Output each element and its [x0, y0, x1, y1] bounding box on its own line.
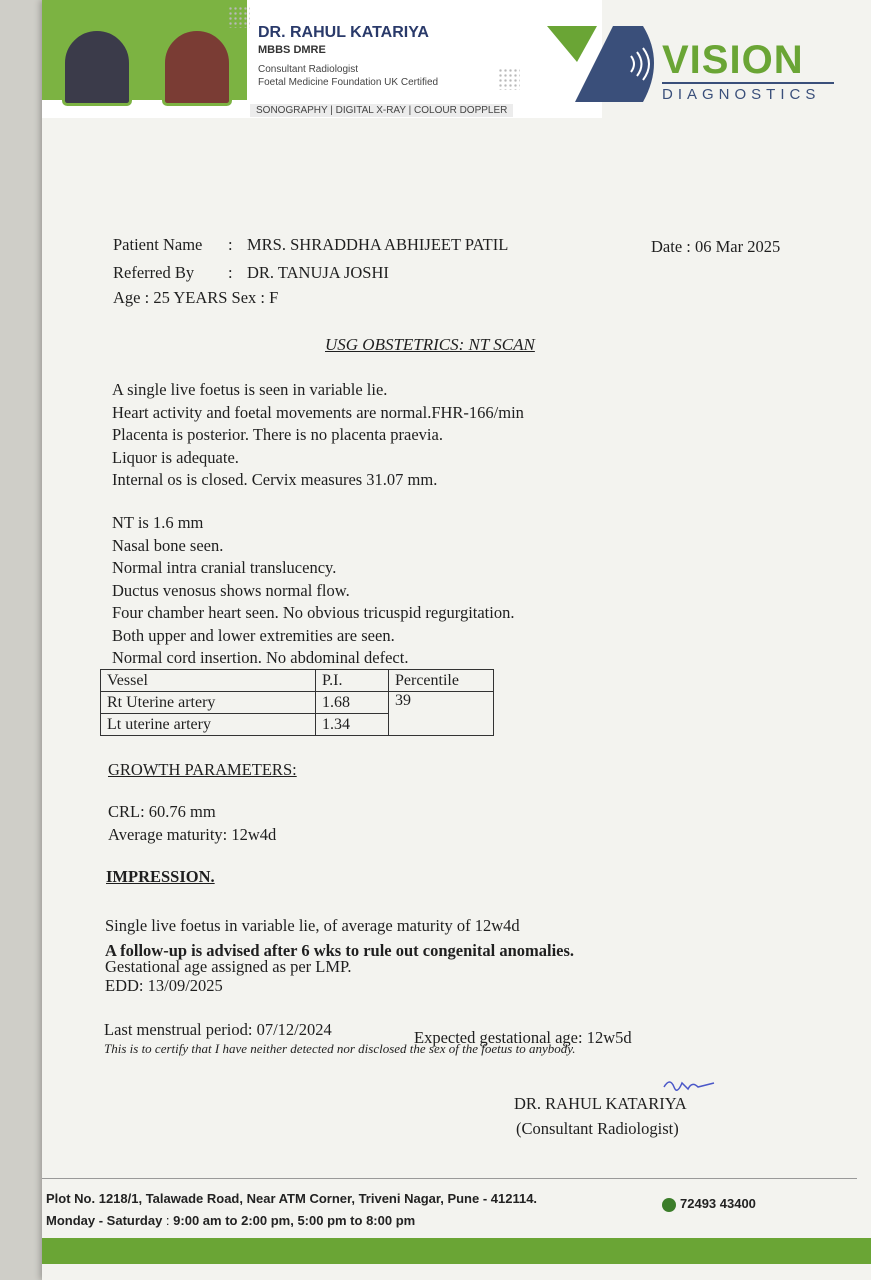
patient-name-label: Patient Name — [113, 235, 203, 254]
table-cell: 1.68 — [316, 692, 389, 714]
finding-line: Normal intra cranial translucency. — [112, 558, 337, 577]
growth-heading: GROWTH PARAMETERS: — [108, 760, 297, 779]
decor-dots — [228, 6, 250, 28]
footer-hours — [46, 1213, 415, 1228]
footer-phone-number: 72493 43400 — [680, 1196, 756, 1211]
age-sex: Age : 25 YEARS Sex : F — [113, 288, 279, 307]
foetus-image — [162, 28, 232, 106]
edd-line: EDD: 13/09/2025 — [105, 976, 223, 995]
lmp-line: Last menstrual period: 07/12/2024 — [104, 1020, 332, 1039]
finding-line: Heart activity and foetal movements are normal.FHR-166/min — [112, 402, 524, 422]
nt-label: NT is — [112, 513, 149, 532]
signatory-title: (Consultant Radiologist) — [516, 1119, 679, 1138]
nt-value: 1.6 mm — [152, 513, 204, 532]
finding-line: Liquor is adequate. — [112, 447, 239, 467]
patient-name-colon: : — [228, 235, 233, 254]
finding-line: Both upper and lower extremities are seen. — [112, 625, 395, 645]
table-header-row — [101, 670, 494, 692]
header-qualification — [258, 63, 438, 89]
findings-nt — [112, 512, 514, 670]
footer-days: Monday - Saturday — [46, 1213, 163, 1228]
phone-icon — [662, 1198, 676, 1212]
header-degree: MBBS DMRE — [258, 44, 326, 56]
report-title: USG OBSTETRICS: NT SCAN — [325, 335, 535, 354]
table-cell: 39 — [389, 692, 494, 736]
certification-statement: This is to certify that I have neither detected nor disclosed the sex of the foetus to anybody. — [104, 1041, 576, 1056]
vision-logo-mark — [547, 22, 667, 106]
finding-line: Placenta is posterior. There is no placenta praevia. — [112, 425, 443, 444]
footer-hours-value: 9:00 am to 2:00 pm, 5:00 pm to 8:00 pm — [173, 1213, 416, 1228]
findings-general — [112, 379, 524, 492]
impression-line: Gestational age assigned as per LMP. — [105, 957, 352, 976]
footer-phone — [662, 1196, 756, 1212]
brand-name: VISION — [662, 38, 804, 82]
crl-value: CRL: 60.76 mm — [108, 802, 216, 821]
finding-line: Normal cord insertion. No abdominal defect. — [112, 648, 409, 667]
footer-hours-colon: : — [165, 1213, 170, 1228]
table-header-cell: Vessel — [101, 670, 316, 692]
table-cell: 1.34 — [316, 714, 389, 736]
report-date: Date : 06 Mar 2025 — [651, 237, 781, 256]
brand-divider — [662, 82, 834, 84]
header-doctor-name: DR. RAHUL KATARIYA — [258, 24, 429, 41]
referred-by-colon: : — [228, 263, 233, 282]
nt-line — [112, 512, 514, 535]
footer-address: Plot No. 1218/1, Talawade Road, Near ATM Corner, Triveni Nagar, Pune - 412114. — [46, 1191, 538, 1206]
finding-line: Ductus venosus shows normal flow. — [112, 580, 350, 600]
background-page-edge — [0, 0, 42, 1280]
header-title: Consultant Radiologist — [258, 64, 359, 75]
average-maturity: Average maturity: 12w4d — [108, 825, 277, 844]
signature-scribble — [660, 1075, 720, 1095]
impression-line: Single live foetus in variable lie, of average maturity of 12w4d — [105, 916, 520, 935]
footer-green-strip — [42, 1238, 871, 1264]
xray-image — [62, 28, 132, 106]
doppler-table — [100, 669, 494, 736]
brand-tagline: DIAGNOSTICS — [662, 86, 821, 103]
referred-by-label: Referred By — [113, 263, 195, 282]
finding-line: A single live foetus is seen in variable lie. — [112, 380, 388, 399]
decor-dots — [498, 68, 520, 90]
finding-line: Four chamber heart seen. No obvious tricuspid regurgitation. — [112, 603, 515, 622]
table-cell: Rt Uterine artery — [101, 692, 316, 714]
table-header-cell: Percentile — [389, 670, 494, 692]
expected-ga: Expected gestational age: 12w5d — [414, 1028, 632, 1047]
report-page — [42, 0, 871, 1280]
footer-divider — [42, 1178, 857, 1179]
table-header-cell: P.I. — [316, 670, 389, 692]
impression-followup: A follow-up is advised after 6 wks to rule out congenital anomalies. — [105, 941, 575, 960]
referred-by-value: DR. TANUJA JOSHI — [247, 263, 389, 282]
table-cell: Lt uterine artery — [101, 714, 316, 736]
patient-name-value: MRS. SHRADDHA ABHIJEET PATIL — [247, 235, 509, 254]
header-certification: Foetal Medicine Foundation UK Certified — [258, 77, 439, 88]
finding-line: Nasal bone seen. — [112, 535, 224, 555]
signatory-name: DR. RAHUL KATARIYA — [514, 1094, 687, 1113]
table-row — [101, 692, 494, 714]
finding-line: Internal os is closed. Cervix measures 31.07 mm. — [112, 470, 438, 489]
impression-heading: IMPRESSION. — [106, 867, 215, 886]
header-services: SONOGRAPHY | DIGITAL X-RAY | COLOUR DOPPLER — [250, 104, 513, 117]
